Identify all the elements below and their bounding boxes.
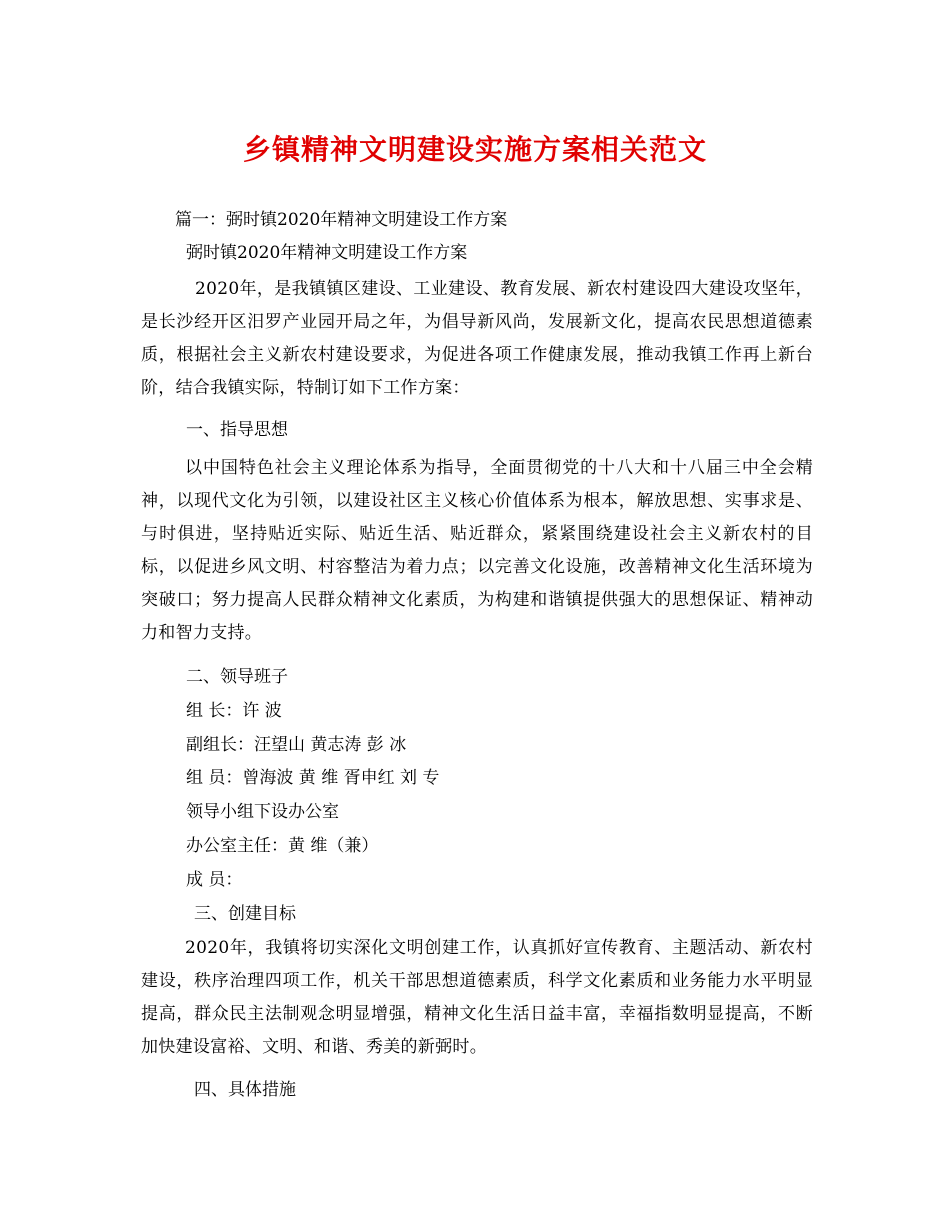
section-heading-guiding-ideology: 一、指导思想	[186, 420, 288, 440]
intro-paragraph: 2020年，是我镇镇区建设、工业建设、教育发展、新农村建设四大建设攻坚年，是长沙经开区汨罗产业园开局之年，为倡导新风尚，发展新文化，提高农民思想道德素质，根据社会主义新农村建设要求，为促进各项工作健康发展，推动我镇工作再上新台阶，结合我镇实际，特制订如下工作方案：	[141, 279, 813, 398]
article-heading: 篇一：弼时镇2020年精神文明建设工作方案	[175, 210, 508, 230]
section-heading-measures: 四、具体措施	[194, 1080, 296, 1100]
office-note-line: 领导小组下设办公室	[186, 802, 339, 822]
section-heading-leadership: 二、领导班子	[186, 667, 288, 687]
deputy-leaders-line: 副组长：汪望山 黄志涛 彭 冰	[186, 735, 407, 755]
office-members-line: 成 员：	[186, 870, 243, 890]
section-heading-goals: 三、创建目标	[194, 904, 296, 924]
guiding-ideology-paragraph: 以中国特色社会主义理论体系为指导，全面贯彻党的十八大和十八届三中全会精神，以现代文化为引领，以建设社区主义核心价值体系为根本，解放思想、实事求是、与时俱进，坚持贴近实际、贴近生活、贴近群众，紧紧围绕建设社会主义新农村的目标，以促进乡风文明、村容整洁为着力点；以完善文化设施，改善精神文化生活环境为突破口；努力提高人民群众精神文化素质，为构建和谐镇提供强大的思想保证、精神动力和智力支持。	[141, 458, 813, 643]
leader-line: 组 长：许 波	[186, 701, 282, 721]
members-line: 组 员：曾海波 黄 维 胥申红 刘 专	[186, 768, 440, 788]
goals-paragraph: 2020年，我镇将切实深化文明创建工作，认真抓好宣传教育、主题活动、新农村建设，秩序治理四项工作，机关干部思想道德素质，科学文化素质和业务能力水平明显提高，群众民主法制观念明显增强，精神文化生活日益丰富，幸福指数明显提高，不断加快建设富裕、文明、和谐、秀美的新弼时。	[141, 938, 813, 1057]
plan-title: 弼时镇2020年精神文明建设工作方案	[186, 243, 468, 263]
document-title: 乡镇精神文明建设实施方案相关范文	[242, 133, 707, 166]
office-director-line: 办公室主任：黄 维（兼）	[186, 836, 379, 856]
